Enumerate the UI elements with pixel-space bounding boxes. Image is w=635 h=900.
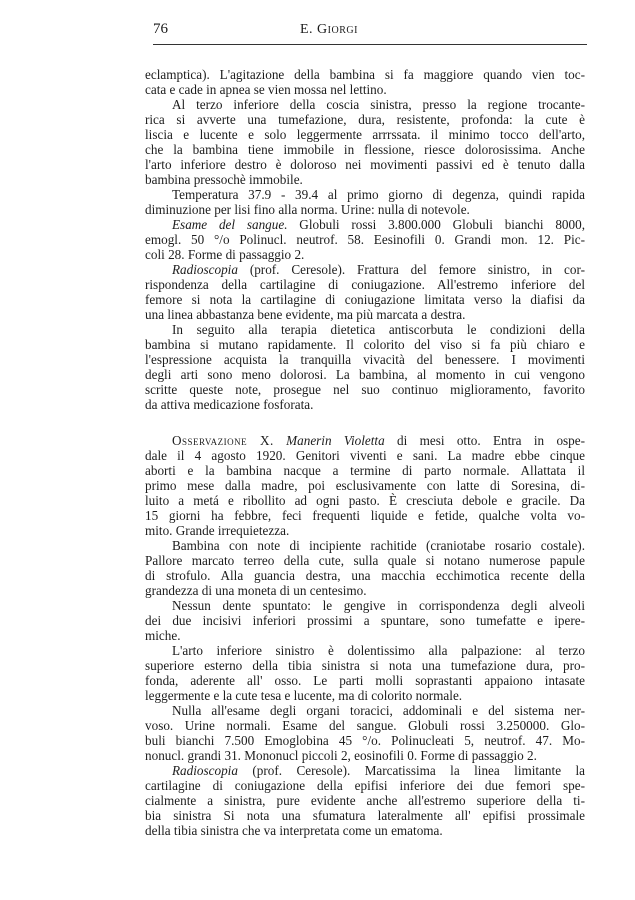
text-line: luito a metá e ribollito ad ogni pasto. È cresciuta debole e gracile. Da (145, 493, 585, 508)
text-line: Al terzo inferiore della coscia sinistra, presso la regione trocante- (172, 97, 585, 112)
text-line: una linea abbastanza bene evidente, ma più marcata a destra. (145, 307, 466, 322)
text-span: (prof. Ceresole). Marcatissima la linea limitante la (237, 763, 585, 778)
text-line: grandezza di una moneta di un centesimo. (145, 583, 367, 598)
page-number: 76 (153, 21, 168, 37)
text-line: diminuzione per lisi fino alla norma. Urine: nulla di notevole. (145, 202, 470, 217)
text-line: eclamptica). L'agitazione della bambina si fa maggiore quando vien toc- (145, 67, 585, 82)
text-line: bambina pressochè immobile. (145, 172, 303, 187)
text-line (172, 763, 585, 778)
text-line: Bambina con note di incipiente rachitide (craniotabe rosario costale). (172, 538, 585, 553)
patient-name: Manerin Violetta (286, 433, 385, 448)
text-line: mito. Grande irrequietezza. (145, 523, 290, 538)
observation-label: Osservazione X. (172, 433, 274, 448)
blood-exam-heading: Esame del sangue. (172, 217, 288, 232)
text-span: (prof. Ceresole). Frattura del femore sinistro, in cor- (237, 262, 585, 277)
text-line: degli arti sono meno dolorosi. La bambina, al momento in cui vengono (145, 367, 585, 382)
text-line (172, 433, 585, 448)
running-title: E. Giorgi (300, 22, 358, 37)
text-line: rispondenza della cartilagine di coniugazione. All'estremo inferiore del (145, 277, 585, 292)
text-line: bambina si mutano rapidamente. Il colorito del viso si fa più chiaro e (145, 337, 585, 352)
text-line: che la bambina tiene immobile in flessione, riesce dolorosissima. Anche (145, 142, 585, 157)
text-line: l'espressione acquista la tranquilla vivacità del benessere. I movimenti (145, 352, 585, 367)
text-line: buli bianchi 7.500 Emoglobina 45 °/o. Polinucleati 5, neutrof. 47. Mo- (145, 733, 585, 748)
text-line: femore si nota la cartilagine di coniugazione limitata verso la diafisi da (145, 292, 585, 307)
text-line: Pallore marcato terreo della cute, sulla quale si notano numerose papule (145, 553, 585, 568)
text-line: della tibia sinistra che va interpretata come un ematoma. (145, 823, 443, 838)
text-line: superiore esterno della tibia sinistra si nota una tumefazione dura, pro- (145, 658, 585, 673)
text-line: da attiva medicazione fosforata. (145, 397, 314, 412)
text-line: nonucl. grandi 31. Mononucl piccoli 2, eosinofili 0. Forme di passaggio 2. (145, 748, 537, 763)
radioscopy-heading: Radioscopia (172, 763, 238, 778)
text-line: coli 28. Forme di passaggio 2. (145, 247, 305, 262)
text-line: 15 giorni ha febbre, feci frequenti liquide e fetide, qualche volta vo- (145, 508, 585, 523)
text-span: Globuli rossi 3.800.000 Globuli bianchi 8000, (287, 217, 585, 232)
text-line (172, 262, 585, 277)
text-line: L'arto inferiore sinistro è dolentissimo alla palpazione: al terzo (172, 643, 585, 658)
text-line (172, 217, 585, 232)
text-line: emogl. 50 °/o Polinucl. neutrof. 58. Eesinofili 0. Grandi mon. 12. Pic- (145, 232, 585, 247)
text-line: cartilagine di coniugazione della epifisi inferiore dei due femori spe- (145, 778, 585, 793)
text-line: Nessun dente spuntato: le gengive in corrispondenza degli alveoli (172, 598, 585, 613)
text-line: bia sinistra Si nota una sfumatura lateralmente all' epifisi prossimale (145, 808, 585, 823)
text-line: miche. (145, 628, 181, 643)
text-span: di mesi otto. Entra in ospe- (384, 433, 586, 448)
text-line: di strofulo. Alla guancia destra, una macchia ecchimotica recente della (145, 568, 585, 583)
text-line: In seguito alla terapia dietetica antiscorbuta le condizioni della (172, 322, 585, 337)
text-line: cialmente a sinistra, pure evidente anche all'estremo superiore della ti- (145, 793, 585, 808)
header-rule (153, 44, 587, 45)
text-line: cata e cade in apnea se vien mossa nel lettino. (145, 82, 387, 97)
text-line: scritte queste note, prosegue nel suo continuo miglioramento, favorito (145, 382, 585, 397)
text-line: leggermente e la cute tesa e lucente, ma di colorito normale. (145, 688, 463, 703)
text-line: aborti e la bambina nacque a termine di parto normale. Allattata il (145, 463, 585, 478)
text-line: rica si avverte una tumefazione, dura, resistente, profonda: la cute è (145, 112, 585, 127)
text-line: primo mese dalla madre, poi esclusivamente con latte di Soresina, di- (145, 478, 585, 493)
radioscopy-heading: Radioscopia (172, 262, 238, 277)
text-line: voso. Urine normali. Esame del sangue. Globuli rossi 3.250000. Glo- (145, 718, 585, 733)
text-line: liscia e lucente e solo leggermente arrrssata. il minimo tocco dell'arto, (145, 127, 585, 142)
text-line: Nulla all'esame degli organi toracici, addominali e del sistema ner- (172, 703, 585, 718)
text-line: Temperatura 37.9 - 39.4 al primo giorno di degenza, quindi rapida (172, 187, 585, 202)
text-line: dei due incisivi inferiori prossimi a spuntare, sono tumefatte e ipere- (145, 613, 585, 628)
text-line: dale il 4 agosto 1920. Genitori viventi e sani. La madre ebbe cinque (145, 448, 585, 463)
text-line: fonda, aderente all' osso. Le parti molli soprastanti appaiono intasate (145, 673, 585, 688)
text-line: l'arto inferiore destro è doloroso nei movimenti passivi ed è tenuto dalla (145, 157, 585, 172)
